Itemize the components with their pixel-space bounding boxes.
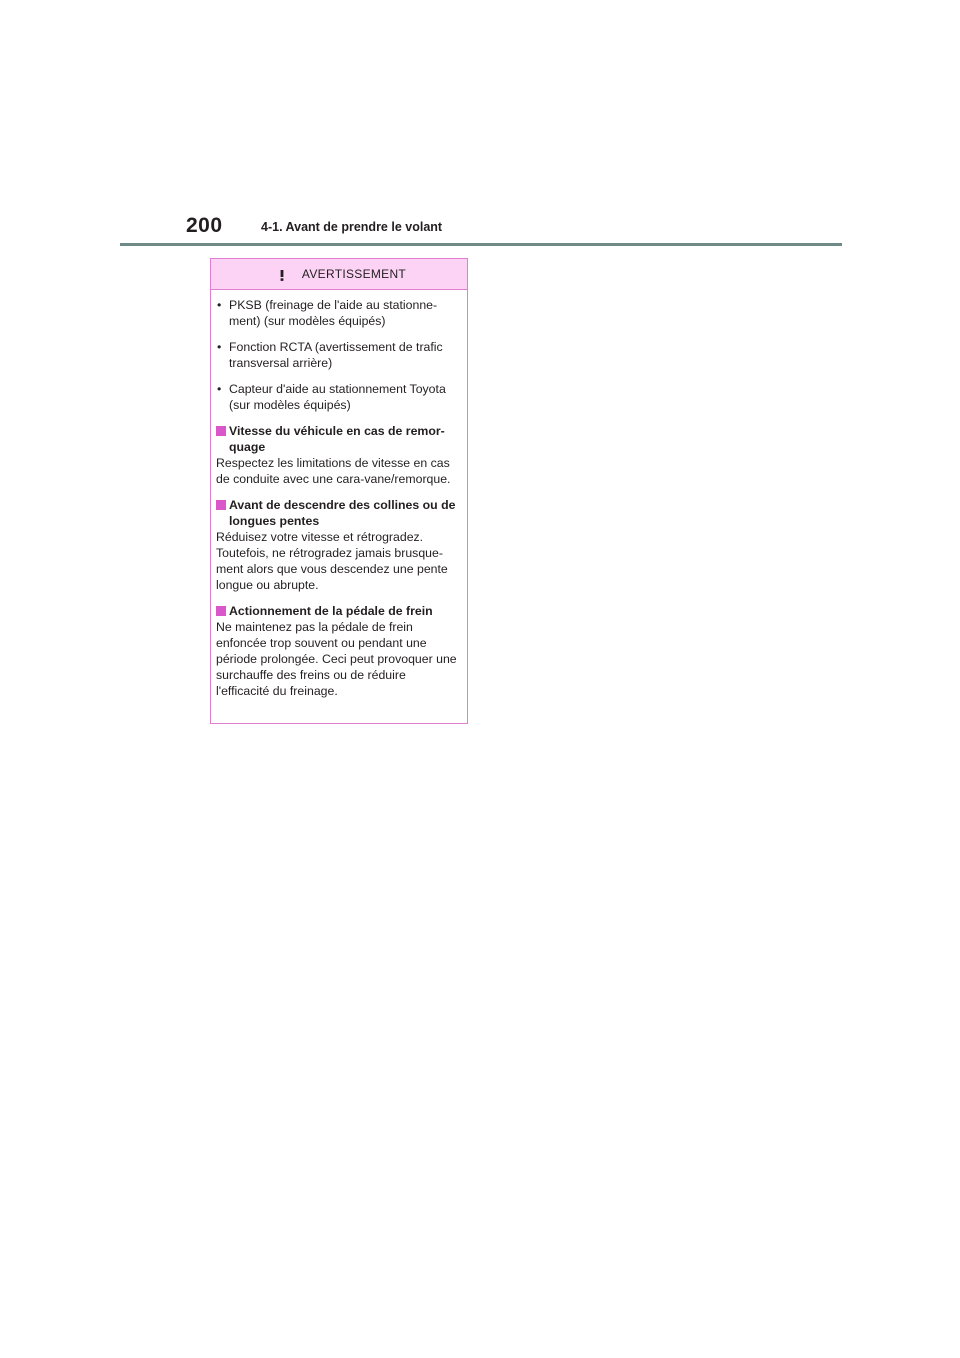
square-bullet-icon (216, 500, 226, 510)
warning-title: AVERTISSEMENT (301, 267, 407, 281)
warning-box (210, 258, 468, 724)
section-title: 4-1. Avant de prendre le volant (261, 220, 443, 234)
section-heading (216, 603, 461, 619)
list-item: • Fonction RCTA (avertissement de trafic transversal arrière) (216, 339, 461, 371)
warning-body (211, 290, 467, 699)
section-heading (216, 497, 461, 529)
warning-header (211, 259, 467, 290)
section-heading (216, 423, 461, 455)
section-text: Ne maintenez pas la pédale de frein enfoncée trop souvent ou pendant une période prolongée. Ceci peut provoquer une surchauffe des freins ou de réduire l'efficacité du freinage. (216, 620, 457, 698)
page-number: 200 (186, 214, 223, 237)
header-divider (120, 243, 842, 246)
list-item: • PKSB (freinage de l'aide au stationne-ment) (sur modèles équipés) (216, 297, 461, 329)
warning-triangle-icon (272, 265, 292, 283)
section-text: Réduisez votre vitesse et rétrogradez. Toutefois, ne rétrogradez jamais brusque-ment alors que vous descendez une pente longue ou abrupte. (216, 530, 448, 592)
section-text: Respectez les limitations de vitesse en cas de conduite avec une cara-vane/remorque. (216, 456, 451, 486)
square-bullet-icon (216, 426, 226, 436)
list-item: • Capteur d'aide au stationnement Toyota (sur modèles équipés) (216, 381, 461, 413)
square-bullet-icon (216, 606, 226, 616)
section-heading-text: Actionnement de la pédale de frein (229, 604, 433, 618)
section-heading-text: Vitesse du véhicule en cas de remor-quage (229, 424, 445, 454)
section-heading-text: Avant de descendre des collines ou de longues pentes (229, 498, 456, 528)
